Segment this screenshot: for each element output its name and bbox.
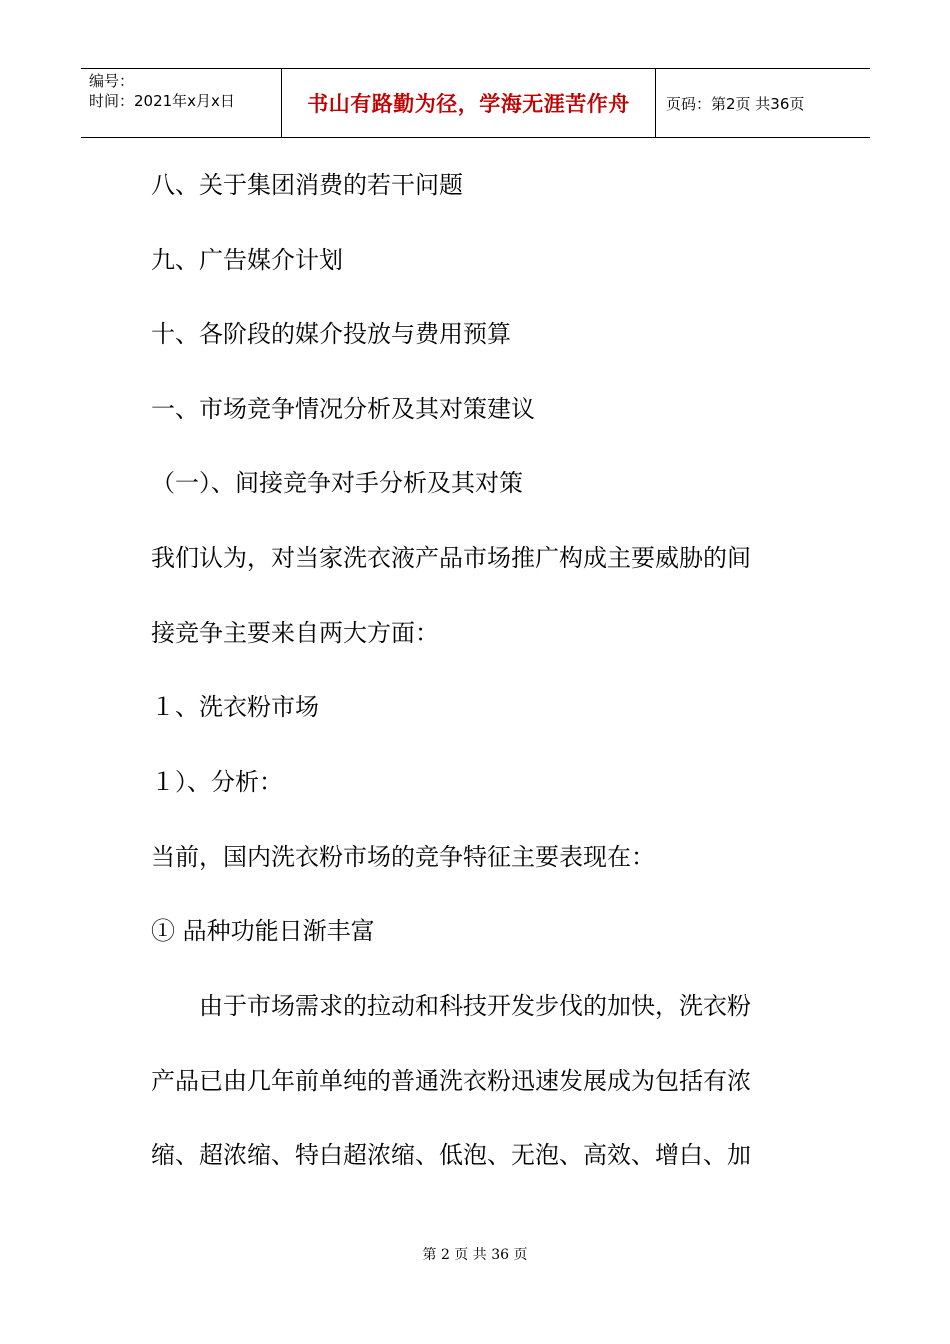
body-line: 我们认为，对当家洗衣液产品市场推广构成主要威胁的间 [151, 544, 751, 572]
header-motto: 书山有路勤为径，学海无涯苦作舟 [281, 69, 656, 137]
body-line: 当前，国内洗衣粉市场的竞争特征主要表现在： [151, 843, 655, 871]
body-line: １）、分析： [151, 768, 283, 796]
body-line: （一）、间接竞争对手分析及其对策 [151, 469, 523, 497]
page-header [81, 68, 870, 138]
header-page-info: 页码：第2页 共36页 [666, 94, 805, 113]
page-footer: 第 2 页 共 36 页 [422, 1247, 528, 1263]
body-line: 接竞争主要来自两大方面： [151, 619, 439, 647]
number-label: 编号： [89, 72, 135, 90]
body-line: 缩、超浓缩、特白超浓缩、低泡、无泡、高效、增白、加 [151, 1141, 751, 1169]
body-line: 十、各阶段的媒介投放与费用预算 [151, 320, 511, 348]
body-line: 一、市场竞争情况分析及其对策建议 [151, 395, 535, 423]
body-line: 九、广告媒介计划 [151, 246, 343, 274]
body-line: 八、关于集团消费的若干问题 [151, 171, 463, 199]
body-line: ① 品种功能日渐丰富 [151, 917, 375, 945]
time-label: 时间：2021年x月x日 [89, 92, 235, 110]
body-line: 由于市场需求的拉动和科技开发步伐的加快，洗衣粉 [151, 992, 751, 1020]
header-meta [81, 69, 281, 137]
body-line: 产品已由几年前单纯的普通洗衣粉迅速发展成为包括有浓 [151, 1067, 751, 1095]
body-line: １、洗衣粉市场 [151, 693, 319, 721]
